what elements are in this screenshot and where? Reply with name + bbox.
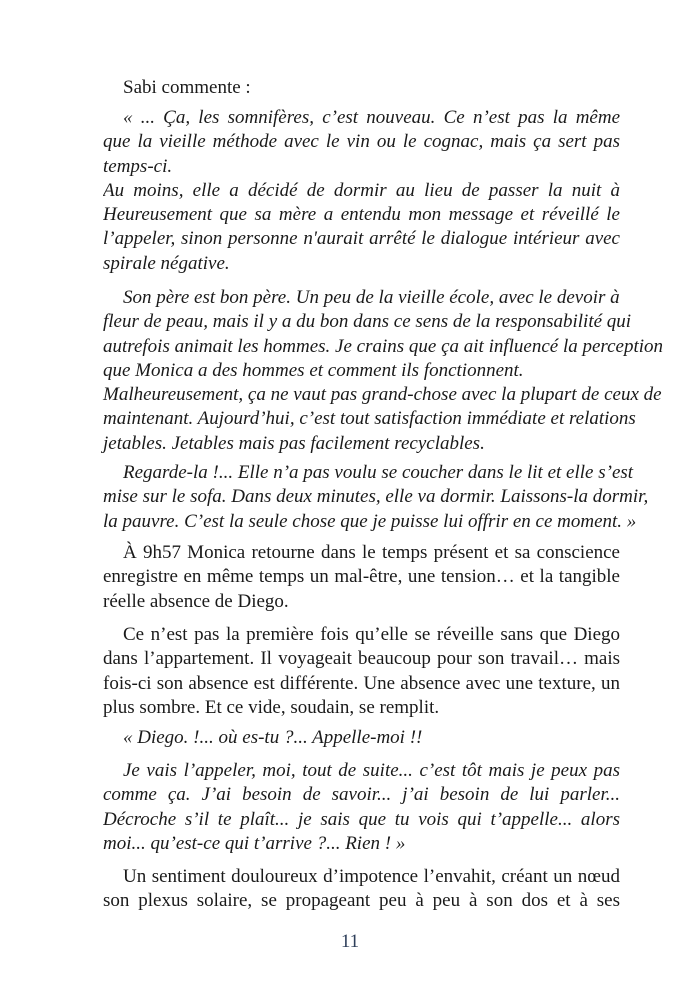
text-line: moi... qu’est-ce qui t’arrive ?... Rien ! » bbox=[103, 832, 406, 854]
text-line: son plexus solaire, se propageant peu à peu à son dos et à ses bbox=[103, 890, 620, 912]
paragraph-je-vais bbox=[103, 759, 620, 856]
text-line: réelle absence de Diego. bbox=[103, 590, 289, 612]
text-line: l’appeler, sinon personne n'aurait arrêté le dialogue intérieur avec bbox=[103, 228, 620, 250]
text-line: Regarde-la !... Elle n’a pas voulu se coucher dans le lit et elle s’est bbox=[123, 462, 634, 483]
text-line: fois-ci son absence est différente. Une absence avec une texture, un bbox=[103, 672, 620, 694]
text-line: comme ça. J’ai besoin de savoir... j’ai besoin de lui parler... bbox=[103, 784, 620, 806]
text-line: Au moins, elle a décidé de dormir au lieu de passer la nuit à bbox=[103, 179, 620, 201]
text-line: jetables. Jetables mais pas facilement recyclables. bbox=[103, 432, 485, 454]
text-line: plus sombre. Et ce vide, soudain, se remplit. bbox=[103, 696, 440, 718]
text-line: que la vieille méthode avec le vin ou le cognac, mais ça sert pas bbox=[103, 131, 620, 153]
text-line: Son père est bon père. Un peu de la vieille école, avec le devoir à bbox=[123, 287, 620, 308]
paragraph-regarde bbox=[103, 461, 649, 534]
text-line: « Diego. !... où es-tu ?... Appelle-moi !! bbox=[123, 727, 423, 748]
text-line: que Monica a des hommes et comment ils fonctionnent. bbox=[103, 359, 524, 381]
text-line: la pauvre. C’est la seule chose que je puisse lui offrir en ce moment. » bbox=[103, 510, 637, 532]
paragraph-father bbox=[103, 286, 664, 456]
paragraph-sabi-comment bbox=[103, 106, 620, 276]
text-line: Sabi commente : bbox=[123, 77, 251, 98]
text-line: Je vais l’appeler, moi, tout de suite... c’est tôt mais je peux pas bbox=[123, 760, 620, 781]
page-number: 11 bbox=[340, 931, 360, 952]
paragraph-diego-call bbox=[103, 726, 620, 750]
text-line: autrefois animait les hommes. Je crains que ça ait influencé la perception bbox=[103, 335, 664, 357]
text-line: maintenant. Aujourd’hui, c’est tout satisfaction immédiate et relations bbox=[103, 408, 636, 430]
paragraph-sentiment bbox=[103, 865, 620, 914]
text-line: À 9h57 Monica retourne dans le temps présent et sa conscience bbox=[123, 542, 620, 563]
text-line: spirale négative. bbox=[103, 252, 230, 274]
text-line: fleur de peau, mais il y a du bon dans ce sens de la responsabilité qui bbox=[103, 311, 632, 333]
text-line: Décroche s’il te plaît... je sais que tu vois qui t’appelle... alors bbox=[103, 808, 620, 830]
text-line: « ... Ça, les somnifères, c’est nouveau. Ce n’est pas la même bbox=[123, 107, 620, 128]
text-line: enregistre en même temps un mal-être, une tension… et la tangible bbox=[103, 566, 620, 588]
paragraph-absence bbox=[103, 623, 620, 720]
text-line: Heureusement que sa mère a entendu mon message et réveillé le bbox=[103, 204, 620, 226]
paragraph-9h57 bbox=[103, 541, 620, 614]
paragraph-intro bbox=[103, 76, 620, 100]
text-line: mise sur le sofa. Dans deux minutes, elle va dormir. Laissons-la dormir, bbox=[103, 486, 649, 508]
text-line: Malheureusement, ça ne vaut pas grand-chose avec la plupart de ceux de bbox=[103, 384, 662, 406]
text-line: Un sentiment douloureux d’impotence l’envahit, créant un nœud bbox=[123, 866, 620, 887]
text-line: Ce n’est pas la première fois qu’elle se réveille sans que Diego bbox=[123, 624, 620, 645]
text-line: temps-ci. bbox=[103, 155, 173, 177]
text-line: dans l’appartement. Il voyageait beaucoup pour son travail… mais bbox=[103, 648, 620, 670]
